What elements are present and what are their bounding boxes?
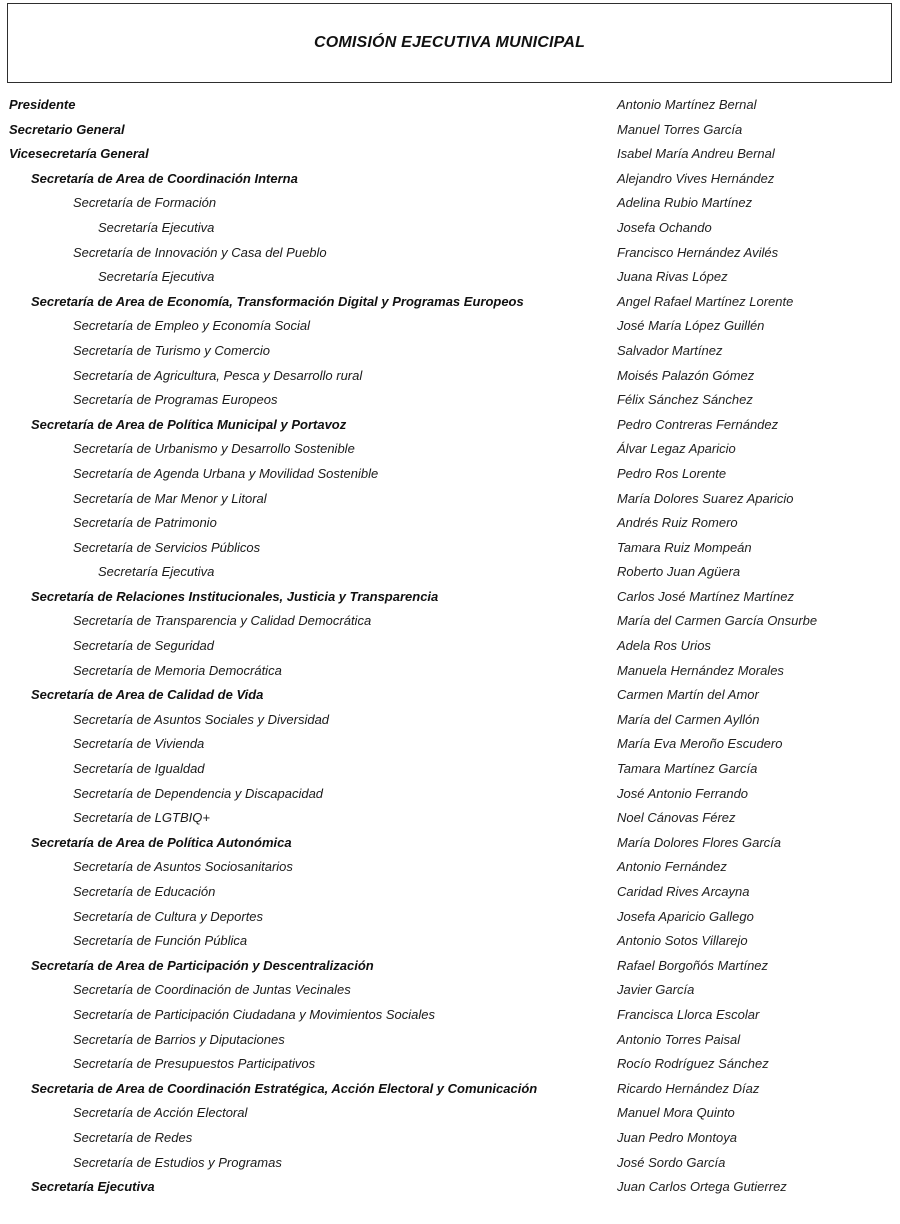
position-label: Secretaría Ejecutiva	[31, 1179, 155, 1195]
position-label: Secretaría Ejecutiva	[98, 564, 215, 580]
roster-row	[0, 118, 900, 143]
member-name: Moisés Palazón Gómez	[617, 367, 755, 383]
position-label: Secretaría de Formación	[73, 195, 217, 211]
member-name: Josefa Ochando	[617, 219, 712, 235]
member-name: Juan Carlos Ortega Gutierrez	[617, 1179, 787, 1195]
roster-row	[0, 782, 900, 807]
roster-row	[0, 462, 900, 487]
roster-row	[0, 167, 900, 192]
position-label: Secretaría de Relaciones Institucionales, Justicia y Transparencia	[31, 588, 439, 604]
position-label: Secretaría de Estudios y Programas	[73, 1154, 282, 1170]
roster-row	[0, 437, 900, 462]
position-label: Secretaria de Area de Coordinación Estratégica, Acción Electoral y Comunicación	[31, 1080, 538, 1096]
roster-row	[0, 511, 900, 536]
position-label: Secretaría de Seguridad	[73, 638, 214, 654]
member-name: Tamara Ruiz Mompeán	[617, 539, 752, 555]
position-label: Secretaría de Area de Política Autonómica	[31, 834, 292, 850]
roster-row	[0, 954, 900, 979]
position-label: Secretaría de Vivienda	[73, 736, 205, 752]
position-label: Secretaría de Igualdad	[73, 761, 205, 777]
position-label: Secretaría de Mar Menor y Litoral	[73, 490, 267, 506]
position-label: Secretaría de Transparencia y Calidad Democrática	[73, 613, 372, 629]
roster-row	[0, 216, 900, 241]
roster-row	[0, 806, 900, 831]
position-label: Secretaría de Acción Electoral	[73, 1105, 248, 1121]
position-label: Secretaría de Memoria Democrática	[73, 662, 282, 678]
member-name: Antonio Martínez Bernal	[617, 97, 757, 112]
roster-row	[0, 609, 900, 634]
roster-row	[0, 1175, 900, 1200]
member-name: Rafael Borgoñós Martínez	[617, 957, 769, 973]
roster-row	[0, 1077, 900, 1102]
member-name: Pedro Ros Lorente	[617, 465, 727, 481]
member-name: José Sordo García	[617, 1154, 726, 1170]
position-label: Secretaría Ejecutiva	[98, 219, 215, 235]
member-name: Salvador Martínez	[617, 342, 723, 358]
member-name: Álvar Legaz Aparicio	[617, 441, 736, 457]
roster-row	[0, 1052, 900, 1077]
roster-row	[0, 290, 900, 315]
position-label: Secretaría de Programas Europeos	[73, 392, 278, 408]
position-label: Secretaría de Agenda Urbana y Movilidad Sostenible	[73, 465, 379, 481]
member-name: Félix Sánchez Sánchez	[617, 392, 753, 408]
roster-row	[0, 339, 900, 364]
roster-row	[0, 314, 900, 339]
roster-row	[0, 634, 900, 659]
member-name: Javier García	[617, 982, 695, 998]
roster-row	[0, 487, 900, 512]
position-label: Secretaría de Area de Calidad de Vida	[31, 687, 264, 703]
roster-row	[0, 560, 900, 585]
roster-row	[0, 855, 900, 880]
member-name: María del Carmen Ayllón	[617, 711, 760, 727]
roster-row	[0, 659, 900, 684]
header-box	[7, 3, 892, 83]
roster-row	[0, 93, 900, 118]
position-label: Secretaría de Area de Política Municipal y Portavoz	[31, 416, 347, 432]
position-label: Secretaría de Presupuestos Participativos	[73, 1056, 316, 1072]
roster	[0, 93, 900, 1200]
member-name: Andrés Ruiz Romero	[617, 515, 738, 531]
position-label: Secretaría de LGTBIQ+	[73, 810, 210, 826]
roster-row	[0, 1151, 900, 1176]
position-label: Secretaría de Area de Coordinación Interna	[31, 170, 298, 186]
position-label: Secretaría Ejecutiva	[98, 269, 215, 285]
member-name: José Antonio Ferrando	[617, 785, 749, 801]
position-label: Secretaría de Participación Ciudadana y Movimientos Sociales	[73, 1006, 436, 1022]
roster-row	[0, 364, 900, 389]
position-label: Secretaría de Redes	[73, 1129, 193, 1145]
position-label: Secretaría de Dependencia y Discapacidad	[73, 785, 324, 801]
position-label: Secretaría de Area de Economía, Transformación Digital y Programas Europeos	[31, 293, 524, 309]
roster-row	[0, 708, 900, 733]
position-label: Secretaría de Servicios Públicos	[73, 539, 261, 555]
position-label: Secretaría de Asuntos Sociales y Diversidad	[73, 711, 330, 727]
position-label: Secretaría de Función Pública	[73, 933, 248, 949]
member-name: Manuela Hernández Morales	[617, 662, 784, 678]
position-label: Secretaría de Barrios y Diputaciones	[73, 1031, 285, 1047]
roster-row	[0, 757, 900, 782]
member-name: Isabel María Andreu Bernal	[617, 146, 775, 162]
member-name: Ricardo Hernández Díaz	[617, 1080, 760, 1096]
position-label: Secretaría de Patrimonio	[73, 515, 217, 531]
member-name: Juana Rivas López	[617, 269, 728, 285]
roster-row	[0, 683, 900, 708]
roster-row	[0, 241, 900, 266]
position-label: Secretario General	[9, 121, 125, 137]
member-name: Rocío Rodríguez Sánchez	[617, 1056, 769, 1072]
roster-row	[0, 905, 900, 930]
member-name: Alejandro Vives Hernández	[617, 170, 775, 186]
member-name: Pedro Contreras Fernández	[617, 416, 779, 432]
roster-row	[0, 978, 900, 1003]
member-name: Manuel Mora Quinto	[617, 1105, 735, 1121]
roster-row	[0, 1028, 900, 1053]
roster-row	[0, 388, 900, 413]
roster-row	[0, 732, 900, 757]
roster-row	[0, 831, 900, 856]
member-name: Adelina Rubio Martínez	[617, 195, 753, 211]
member-name: José María López Guillén	[617, 318, 765, 334]
member-name: Antonio Fernández	[617, 859, 727, 875]
roster-row	[0, 585, 900, 610]
member-name: Josefa Aparicio Gallego	[617, 908, 754, 924]
position-label: Secretaría de Asuntos Sociosanitarios	[73, 859, 293, 875]
position-label: Secretaría de Cultura y Deportes	[73, 908, 264, 924]
roster-row	[0, 880, 900, 905]
member-name: Carmen Martín del Amor	[617, 687, 759, 703]
roster-row	[0, 929, 900, 954]
member-name: Caridad Rives Arcayna	[617, 884, 750, 899]
member-name: Juan Pedro Montoya	[617, 1129, 737, 1145]
member-name: Noel Cánovas Férez	[617, 810, 736, 826]
member-name: Carlos José Martínez Martínez	[617, 588, 795, 604]
roster-row	[0, 1126, 900, 1151]
position-label: Secretaría de Innovación y Casa del Pueblo	[73, 244, 327, 260]
member-name: Antonio Sotos Villarejo	[617, 933, 748, 949]
member-name: Antonio Torres Paisal	[617, 1031, 741, 1047]
member-name: Angel Rafael Martínez Lorente	[617, 293, 794, 309]
roster-row	[0, 1101, 900, 1126]
member-name: María Dolores Suarez Aparicio	[617, 490, 794, 506]
position-label: Secretaría de Educación	[73, 884, 216, 899]
member-name: Adela Ros Urios	[617, 638, 711, 654]
member-name: María del Carmen García Onsurbe	[617, 613, 818, 629]
roster-row	[0, 536, 900, 561]
position-label: Presidente	[9, 97, 76, 112]
roster-row	[0, 265, 900, 290]
roster-row	[0, 413, 900, 438]
position-label: Vicesecretaría General	[9, 146, 149, 162]
position-label: Secretaría de Coordinación de Juntas Vecinales	[73, 982, 351, 998]
position-label: Secretaría de Turismo y Comercio	[73, 342, 270, 358]
member-name: María Eva Meroño Escudero	[617, 736, 783, 752]
position-label: Secretaría de Agricultura, Pesca y Desarrollo rural	[73, 367, 363, 383]
member-name: Manuel Torres García	[617, 121, 743, 137]
member-name: María Dolores Flores García	[617, 834, 781, 850]
member-name: Tamara Martínez García	[617, 761, 758, 777]
position-label: Secretaría de Urbanismo y Desarrollo Sostenible	[73, 441, 355, 457]
position-label: Secretaría de Area de Participación y Descentralización	[31, 957, 374, 973]
roster-row	[0, 142, 900, 167]
position-label: Secretaría de Empleo y Economía Social	[73, 318, 311, 334]
member-name: Francisco Hernández Avilés	[617, 244, 779, 260]
page-title: COMISIÓN EJECUTIVA MUNICIPAL	[313, 34, 586, 51]
roster-row	[0, 191, 900, 216]
member-name: Francisca Llorca Escolar	[617, 1006, 760, 1022]
member-name: Roberto Juan Agüera	[617, 564, 741, 580]
roster-row	[0, 1003, 900, 1028]
